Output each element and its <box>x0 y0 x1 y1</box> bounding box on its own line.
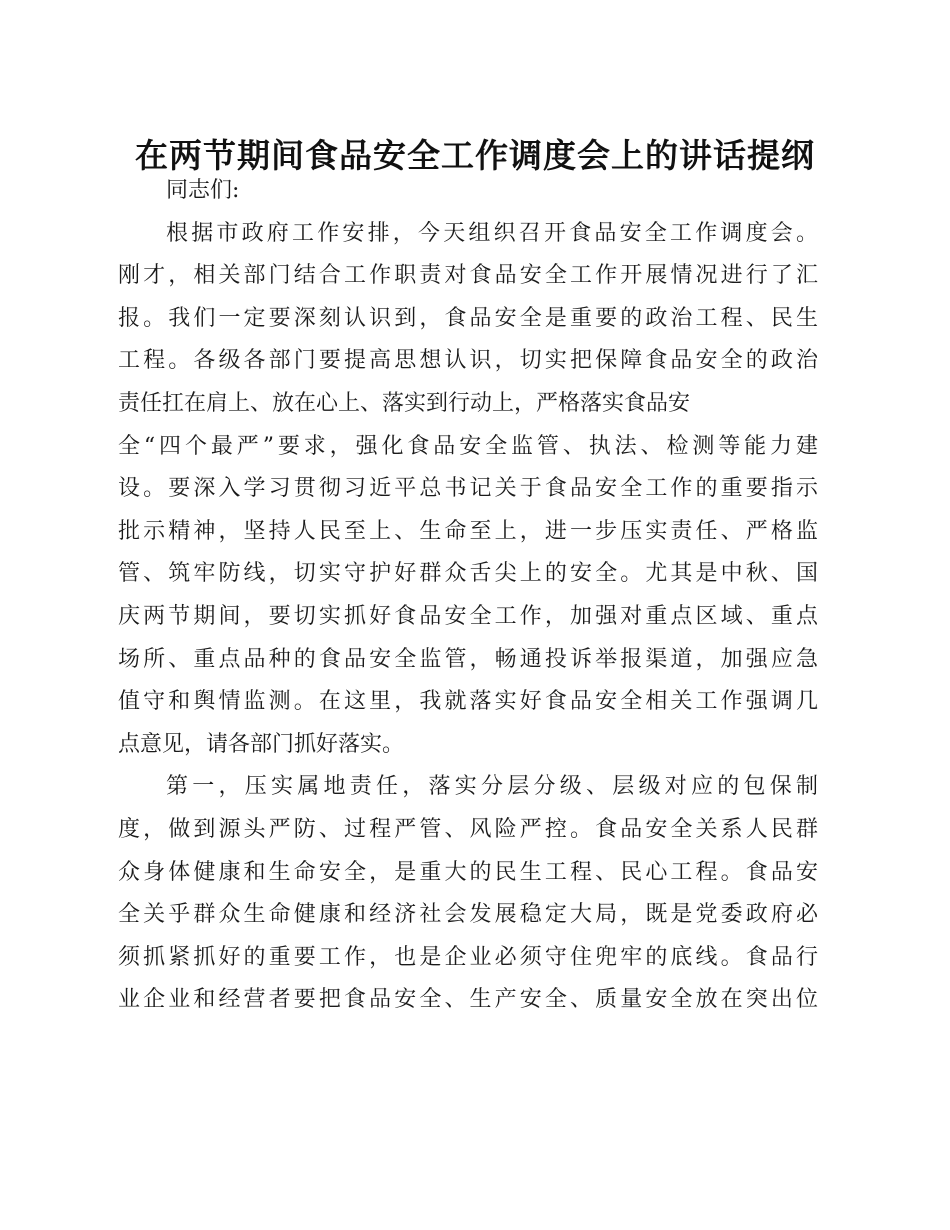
document-body <box>118 170 818 1022</box>
text-line: 度，做到源头严防、过程严管、风险严控。食品安全关系人民群 <box>118 816 818 842</box>
text-line: 设。要深入学习贯彻习近平总书记关于食品安全工作的重要指示 <box>118 476 818 502</box>
text-line: 根据市政府工作安排，今天组织召开食品安全工作调度会。 <box>166 220 818 246</box>
document-title: 在两节期间食品安全工作调度会上的讲话提纲 <box>135 136 815 175</box>
text-line: 全“四个最严”要求，强化食品安全监管、执法、检测等能力建 <box>118 433 818 459</box>
text-line: 责任扛在肩上、放在心上、落实到行动上，严格落实食品安 <box>118 390 691 416</box>
text-line: 业企业和经营者要把食品安全、生产安全、质量安全放在突出位 <box>118 987 818 1013</box>
text-line: 须抓紧抓好的重要工作，也是企业必须守住兜牢的底线。食品行 <box>118 944 818 970</box>
text-line: 报。我们一定要深刻认识到，食品安全是重要的政治工程、民生 <box>118 305 818 331</box>
text-line: 工程。各级各部门要提高思想认识，切实把保障食品安全的政治 <box>118 348 818 374</box>
text-line: 众身体健康和生命安全，是重大的民生工程、民心工程。食品安 <box>118 859 818 885</box>
text-line: 第一，压实属地责任，落实分层分级、层级对应的包保制 <box>166 774 818 800</box>
text-line: 庆两节期间，要切实抓好食品安全工作，加强对重点区域、重点 <box>118 603 818 629</box>
text-line: 同志们: <box>166 178 240 203</box>
text-line: 管、筑牢防线，切实守护好群众舌尖上的安全。尤其是中秋、国 <box>118 561 818 587</box>
text-line: 全关乎群众生命健康和经济社会发展稳定大局，既是党委政府必 <box>118 902 818 928</box>
text-line: 点意见，请各部门抓好落实。 <box>118 731 405 757</box>
text-line: 场所、重点品种的食品安全监管，畅通投诉举报渠道，加强应急 <box>118 646 818 672</box>
text-line: 值守和舆情监测。在这里，我就落实好食品安全相关工作强调几 <box>118 689 818 715</box>
text-line: 刚才，相关部门结合工作职责对食品安全工作开展情况进行了汇 <box>118 263 818 289</box>
text-line: 批示精神，坚持人民至上、生命至上，进一步压实责任、严格监 <box>118 518 818 544</box>
